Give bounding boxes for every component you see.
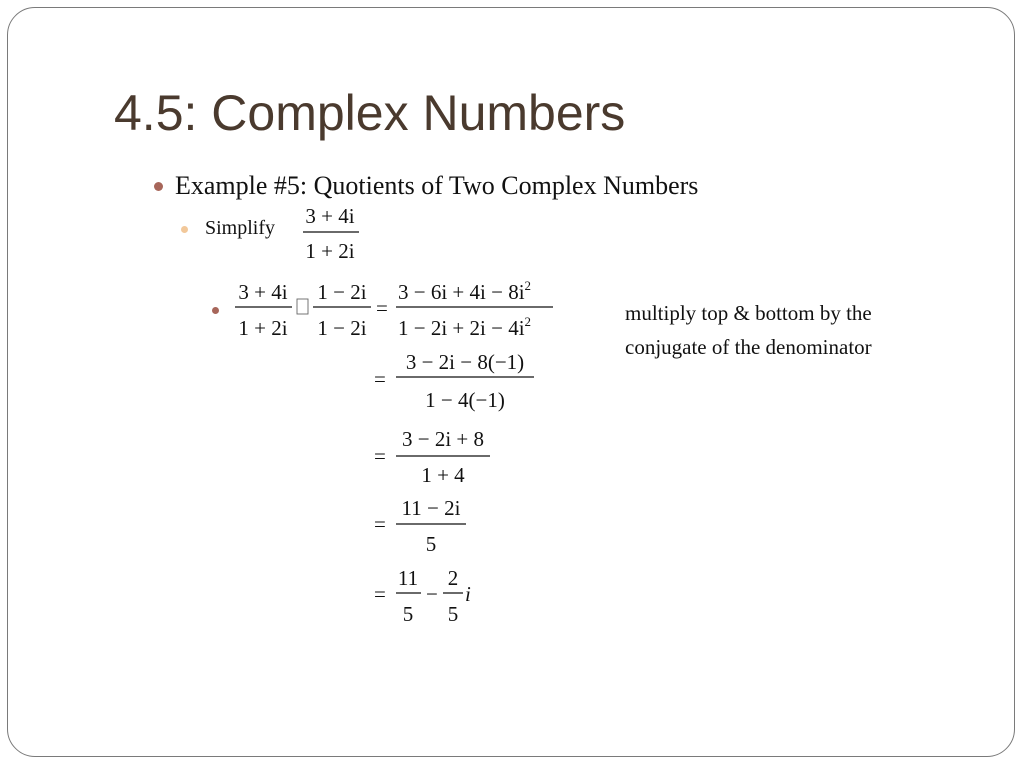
slide-title: 4.5: Complex Numbers [114, 85, 626, 141]
step1-fraction-b-denominator: 1 − 2i [317, 316, 367, 340]
imaginary-unit: i [465, 582, 471, 606]
step4-denominator: 5 [425, 532, 437, 556]
example-heading: Example #5: Quotients of Two Complex Numbers [175, 171, 699, 200]
problem-numerator: 3 + 4i [305, 204, 355, 228]
equals-sign: = [374, 582, 386, 606]
step2-denominator: 1 − 4(−1) [425, 388, 505, 412]
step1-fraction-b-numerator: 1 − 2i [317, 280, 367, 304]
step1-fraction-a-numerator: 3 + 4i [238, 280, 288, 304]
step3-numerator: 3 − 2i + 8 [401, 427, 485, 451]
equals-sign: = [374, 367, 386, 391]
note-line-2: conjugate of the denominator [625, 335, 872, 359]
equals-sign: = [374, 512, 386, 536]
step5-fraction-b-numerator: 2 [447, 566, 459, 590]
equals-sign: = [376, 296, 388, 320]
note-line-1: multiply top & bottom by the [625, 301, 872, 325]
step3-denominator: 1 + 4 [421, 463, 465, 487]
problem-denominator: 1 + 2i [305, 239, 355, 263]
step1-result-denominator: $1 - 2i + 2i - 4i^2$ [398, 314, 532, 340]
missing-glyph-icon [297, 299, 308, 314]
step5-fraction-a-numerator: 11 [397, 566, 419, 590]
step2-numerator: 3 − 2i − 8(−1) [405, 350, 525, 374]
step5-fraction-b-denominator: 5 [447, 602, 459, 626]
minus-sign: − [426, 582, 438, 606]
annotation-note [625, 296, 872, 364]
step4-numerator: 11 − 2i [401, 496, 461, 520]
equals-sign: = [374, 444, 386, 468]
step1-fraction-a-denominator: 1 + 2i [238, 316, 288, 340]
step5-fraction-a-denominator: 5 [402, 602, 414, 626]
step1-result-numerator: $3 - 6i + 4i - 8i^2$ [398, 278, 532, 304]
simplify-label: Simplify [205, 217, 276, 239]
